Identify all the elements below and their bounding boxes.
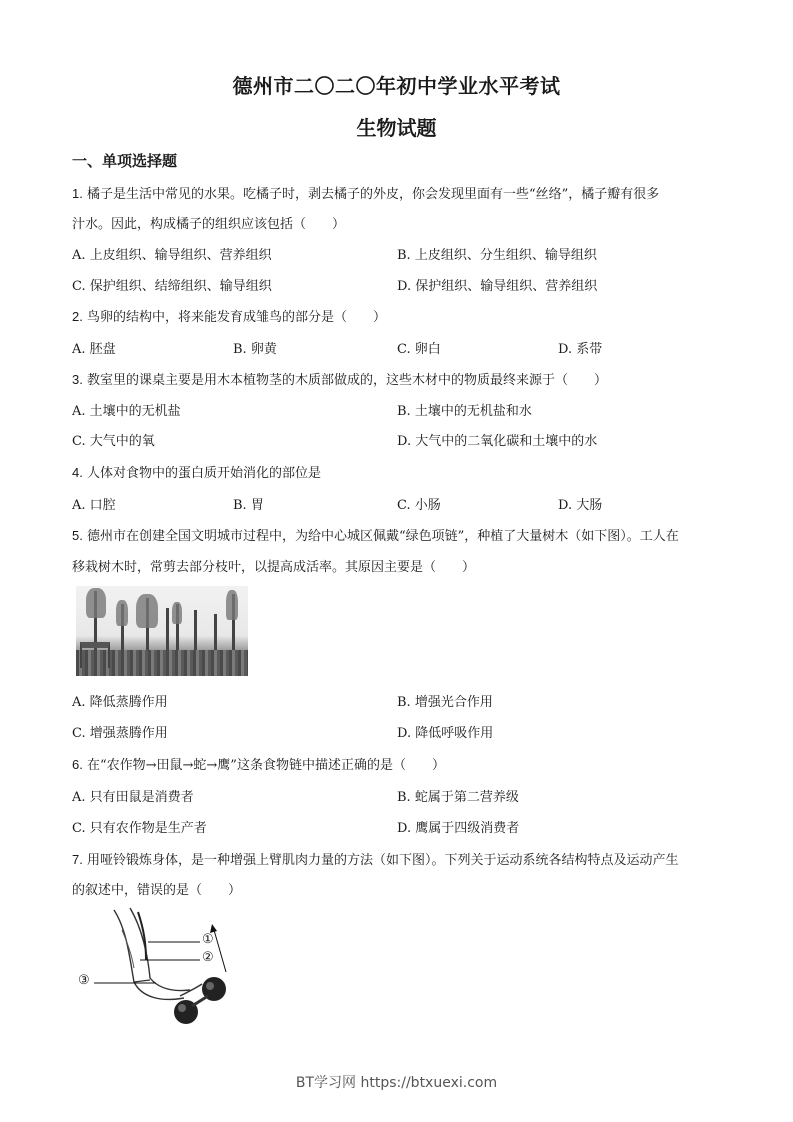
q6-option-d: D. 鹰属于四级消费者 <box>397 821 520 836</box>
q2-option-a: A. 胚盘 <box>72 342 116 357</box>
q1-option-b: B. 上皮组织、分生组织、输导组织 <box>397 248 597 263</box>
q4-option-d: D. 大肠 <box>558 498 603 513</box>
q4-option-a: A. 口腔 <box>72 498 116 513</box>
q2-option-b: B. 卵黄 <box>233 342 277 357</box>
tree-planting-photo <box>76 586 248 676</box>
q2-option-d: D. 系带 <box>558 342 603 357</box>
q1-option-a: A. 上皮组织、输导组织、营养组织 <box>72 248 272 263</box>
footer-watermark: BT学习网 https://btxuexi.com <box>295 1075 498 1091</box>
section-heading: 一、单项选择题 <box>72 152 178 170</box>
q3-option-c: C. 大气中的氧 <box>72 434 155 449</box>
q4-option-b: B. 胃 <box>233 498 264 513</box>
question-5-line-1: 5. 德州市在创建全国文明城市过程中，为给中心城区佩戴“绿色项链”，种植了大量树木（如下图）。工人在 <box>72 528 679 544</box>
label-1: ① <box>202 932 214 947</box>
exam-subtitle: 生物试题 <box>356 116 437 140</box>
q2-option-c: C. 卵白 <box>397 342 441 357</box>
q5-option-a: A. 降低蒸腾作用 <box>72 695 168 710</box>
q5-option-d: D. 降低呼吸作用 <box>397 726 494 741</box>
q4-option-c: C. 小肠 <box>397 498 441 513</box>
question-7-line-1: 7. 用哑铃锻炼身体，是一种增强上臂肌肉力量的方法（如下图）。下列关于运动系统各结构特点及运动产生 <box>72 852 679 868</box>
label-3: ③ <box>78 973 90 988</box>
q3-option-a: A. 土壤中的无机盐 <box>72 404 181 419</box>
question-3: 3. 教室里的课桌主要是用木本植物茎的木质部做成的，这些木材中的物质最终来源于（ ） <box>72 372 607 388</box>
q6-option-b: B. 蛇属于第二营养级 <box>397 790 519 805</box>
q1-option-c: C. 保护组织、结缔组织、输导组织 <box>72 279 272 294</box>
q3-option-d: D. 大气中的二氧化碳和土壤中的水 <box>397 434 598 449</box>
q6-option-a: A. 只有田鼠是消费者 <box>72 790 194 805</box>
arm-dumbbell-figure <box>72 900 252 1028</box>
question-5-line-2: 移栽树木时，常剪去部分枝叶，以提高成活率。其原因主要是（ ） <box>72 560 476 575</box>
q5-option-c: C. 增强蒸腾作用 <box>72 726 168 741</box>
question-1-line-2: 汁水。因此，构成橘子的组织应该包括（ ） <box>72 217 346 232</box>
question-4: 4. 人体对食物中的蛋白质开始消化的部位是 <box>72 465 321 481</box>
label-2: ② <box>202 950 214 965</box>
question-6: 6. 在“农作物→田鼠→蛇→鹰”这条食物链中描述正确的是（ ） <box>72 757 445 773</box>
arm-muscle-illustration <box>72 900 252 1028</box>
question-1-line-1: 1. 橘子是生活中常见的水果。吃橘子时，剥去橘子的外皮，你会发现里面有一些“丝络”，橘子瓣有很多 <box>72 186 660 202</box>
question-7-line-2: 的叙述中，错误的是（ ） <box>72 883 242 898</box>
q3-option-b: B. 土壤中的无机盐和水 <box>397 404 532 419</box>
question-2: 2. 鸟卵的结构中，将来能发育成雏鸟的部分是（ ） <box>72 309 386 325</box>
exam-title: 德州市二〇二〇年初中学业水平考试 <box>232 74 561 98</box>
q5-option-b: B. 增强光合作用 <box>397 695 493 710</box>
q6-option-c: C. 只有农作物是生产者 <box>72 821 207 836</box>
q1-option-d: D. 保护组织、输导组织、营养组织 <box>397 279 598 294</box>
